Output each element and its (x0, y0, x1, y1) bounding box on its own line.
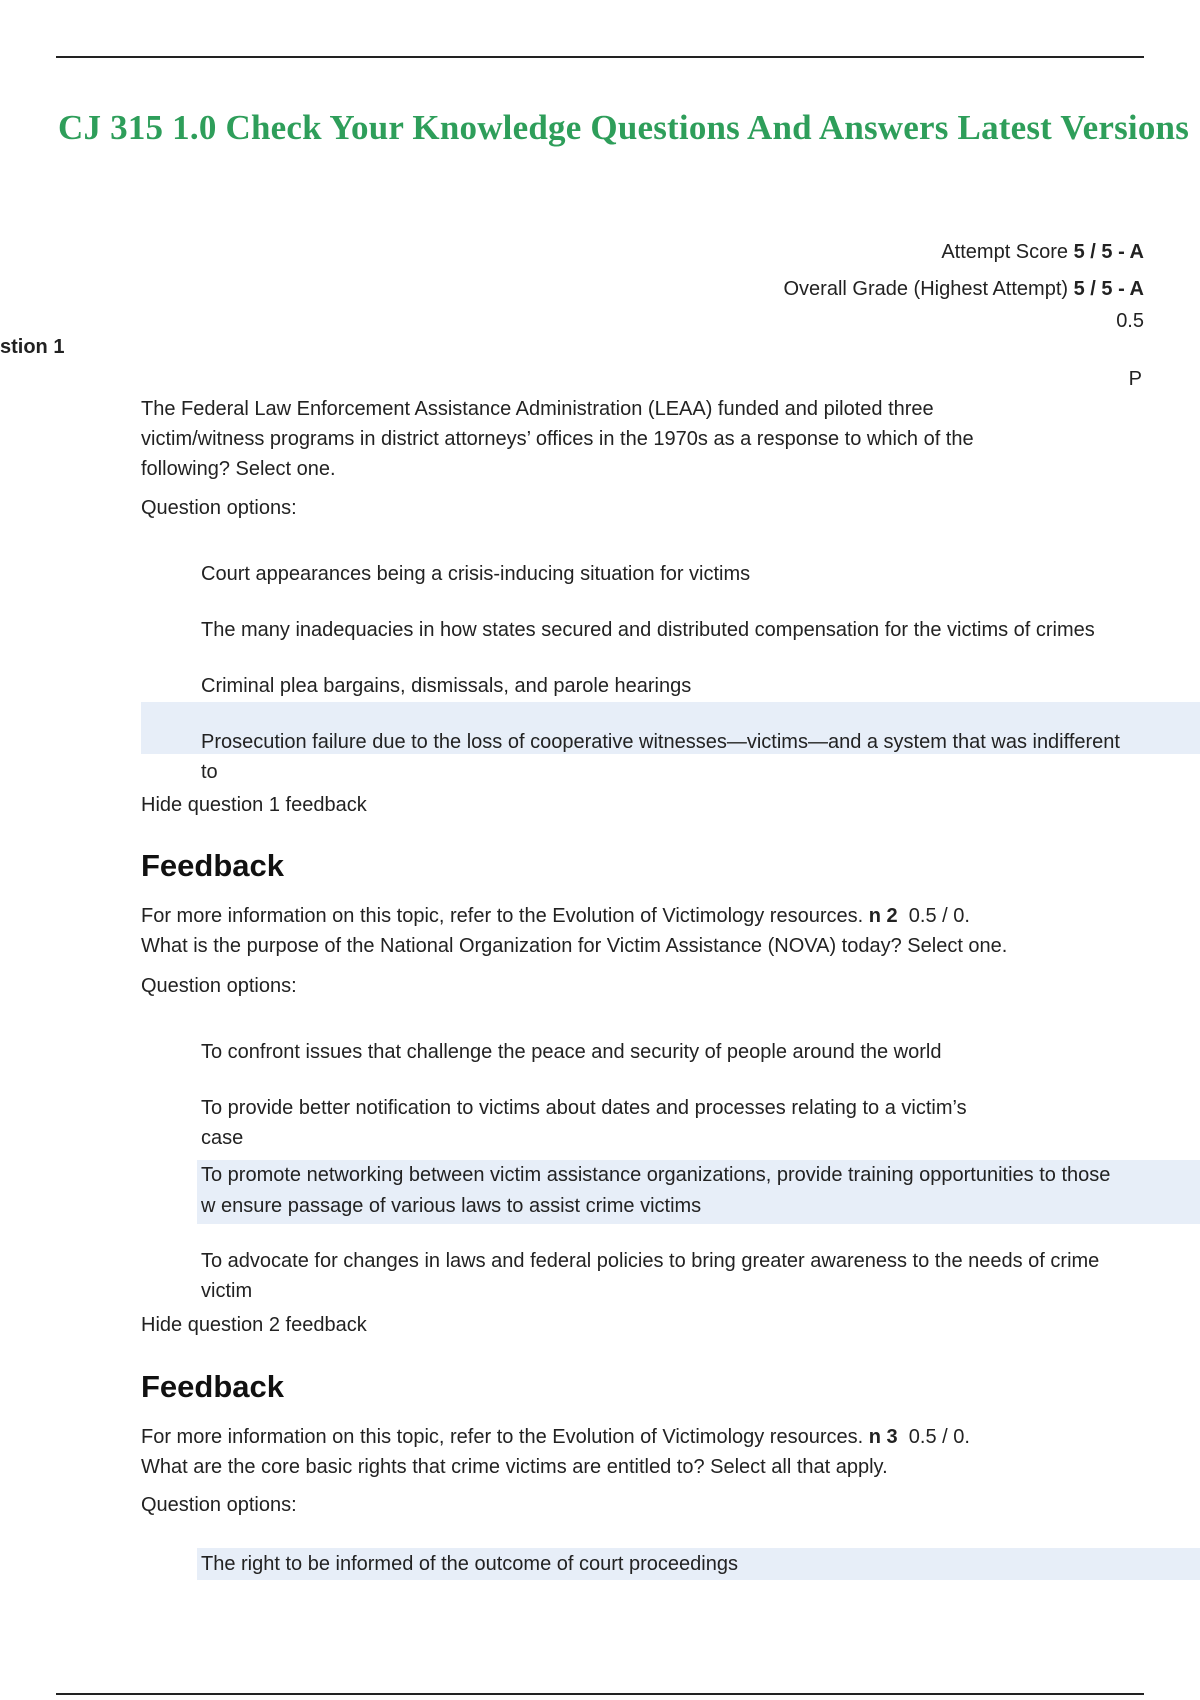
question-2-option-selected[interactable]: To promote networking between victim assistance organizations, provide training opportunities to those (201, 1164, 1111, 1186)
question-1-option-continuation: to (201, 761, 218, 783)
question-1-text-line: The Federal Law Enforcement Assistance Administration (LEAA) funded and piloted three (141, 398, 934, 420)
question-3-text: What are the core basic rights that crime victims are entitled to? Select all that apply. (141, 1456, 888, 1478)
question-3-score: 0.5 / 0. (908, 1426, 970, 1448)
feedback-text (141, 1422, 970, 1452)
feedback-text-body: For more information on this topic, refer to the Evolution of Victimology resources. (141, 905, 864, 927)
question-1-option-selected[interactable]: Prosecution failure due to the loss of cooperative witnesses—victims—and a system that was indifferent (201, 731, 1120, 753)
page-marker: P (1128, 368, 1142, 390)
question-2-number: n 2 (868, 905, 898, 927)
question-1-options-label: Question options: (141, 497, 297, 519)
feedback-text (141, 901, 970, 931)
attempt-score-value: 5 / 5 - A (1073, 241, 1144, 263)
feedback-heading: Feedback (141, 848, 285, 883)
question-1-label: stion 1 (0, 336, 65, 358)
question-2-option[interactable]: To advocate for changes in laws and federal policies to bring greater awareness to the needs of crime (201, 1250, 1100, 1272)
question-1-option[interactable]: Criminal plea bargains, dismissals, and parole hearings (201, 675, 692, 697)
hide-feedback-link[interactable]: Hide question 2 feedback (141, 1314, 367, 1336)
bottom-rule (56, 1693, 1144, 1695)
question-2-options-label: Question options: (141, 975, 297, 997)
overall-grade (444, 278, 1144, 301)
question-1-option[interactable]: Court appearances being a crisis-inducing situation for victims (201, 563, 751, 585)
attempt-score-label: Attempt Score (941, 241, 1069, 263)
question-3-number: n 3 (868, 1426, 898, 1448)
question-2-option-continuation: w ensure passage of various laws to assist crime victims (201, 1195, 702, 1217)
question-2-option[interactable]: To provide better notification to victims about dates and processes relating to a victim’s (201, 1097, 967, 1119)
attempt-score (444, 241, 1144, 264)
question-2-option-continuation: victim (201, 1280, 253, 1302)
question-1-text-line: following? Select one. (141, 458, 336, 480)
hide-feedback-link[interactable]: Hide question 1 feedback (141, 794, 367, 816)
top-rule (56, 56, 1144, 58)
document-title: CJ 315 1.0 Check Your Knowledge Questions And Answers Latest Versions (58, 108, 1190, 147)
question-1-text-line: victim/witness programs in district attorneys’ offices in the 1970s as a response to which of the (141, 428, 974, 450)
feedback-heading: Feedback (141, 1369, 285, 1404)
question-2-option[interactable]: To confront issues that challenge the peace and security of people around the world (201, 1041, 942, 1063)
question-points: 0.5 (1116, 310, 1144, 332)
question-1-option[interactable]: The many inadequacies in how states secured and distributed compensation for the victims of crimes (201, 619, 1095, 641)
overall-grade-value: 5 / 5 - A (1073, 278, 1144, 300)
question-2-option-continuation: case (201, 1127, 244, 1149)
question-2-text: What is the purpose of the National Organization for Victim Assistance (NOVA) today? Select one. (141, 935, 1008, 957)
question-3-option-selected[interactable]: The right to be informed of the outcome of court proceedings (201, 1553, 738, 1575)
overall-grade-label: Overall Grade (Highest Attempt) (783, 278, 1069, 300)
question-2-score: 0.5 / 0. (908, 905, 970, 927)
question-3-options-label: Question options: (141, 1494, 297, 1516)
feedback-text-body: For more information on this topic, refer to the Evolution of Victimology resources. (141, 1426, 864, 1448)
